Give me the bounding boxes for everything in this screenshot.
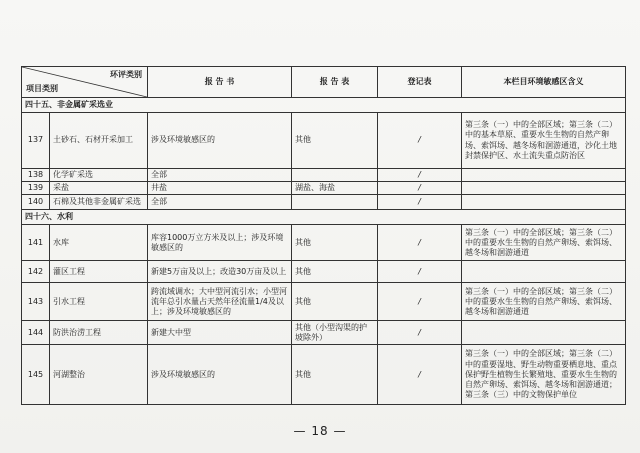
register-cell: / bbox=[378, 182, 462, 195]
report-table-header: 报 告 表 bbox=[292, 67, 378, 98]
sensitive-area-cell: 第三条（一）中的全部区域；第三条（二）中的重要湿地、野生动物重要栖息地、重点保护野生植物生长繁殖地、重要水生生物的自然产卵场、索饵场、越冬场和洄游通道；第三条（三）中的文物保护单位 bbox=[462, 345, 626, 405]
register-cell: / bbox=[378, 321, 462, 345]
row-number: 144 bbox=[22, 321, 50, 345]
register-cell: / bbox=[378, 225, 462, 261]
sensitive-area-header: 本栏目环境敏感区含义 bbox=[462, 67, 626, 98]
row-number: 143 bbox=[22, 283, 50, 321]
table-row bbox=[22, 261, 626, 283]
report-book-cell: 新建大中型 bbox=[148, 321, 292, 345]
page-number: — 18 — bbox=[293, 424, 347, 438]
section-row bbox=[22, 210, 626, 225]
table-row bbox=[22, 225, 626, 261]
sensitive-area-cell bbox=[462, 169, 626, 182]
row-number: 138 bbox=[22, 169, 50, 182]
report-book-header: 报 告 书 bbox=[148, 67, 292, 98]
project-category: 河湖整治 bbox=[50, 345, 148, 405]
row-number: 142 bbox=[22, 261, 50, 283]
report-book-cell: 井盐 bbox=[148, 182, 292, 195]
row-number: 141 bbox=[22, 225, 50, 261]
register-cell: / bbox=[378, 113, 462, 169]
register-cell: / bbox=[378, 195, 462, 210]
diagonal-header-cell bbox=[22, 67, 148, 98]
project-category: 采盐 bbox=[50, 182, 148, 195]
report-table-cell: 其他 bbox=[292, 283, 378, 321]
row-number: 137 bbox=[22, 113, 50, 169]
sensitive-area-cell: 第三条（一）中的全部区域；第三条（二）中的基本草原、重要水生生物的自然产卵场、索饵场、越冬场和洄游通道，沙化土地封禁保护区、水土流失重点防治区 bbox=[462, 113, 626, 169]
project-category: 化学矿采选 bbox=[50, 169, 148, 182]
project-category: 水库 bbox=[50, 225, 148, 261]
sensitive-area-cell bbox=[462, 182, 626, 195]
report-table-cell bbox=[292, 195, 378, 210]
report-table-cell: 其他 bbox=[292, 261, 378, 283]
project-category: 石棉及其他非金属矿采选 bbox=[50, 195, 148, 210]
report-table-cell: 其他 bbox=[292, 113, 378, 169]
register-header: 登记表 bbox=[378, 67, 462, 98]
sensitive-area-cell bbox=[462, 261, 626, 283]
project-category: 灌区工程 bbox=[50, 261, 148, 283]
eia-category-table bbox=[21, 66, 626, 405]
sensitive-area-cell: 第三条（一）中的全部区域；第三条（二）中的重要水生生物的自然产卵场、索饵场、越冬场和洄游通道 bbox=[462, 283, 626, 321]
sensitive-area-cell bbox=[462, 321, 626, 345]
sensitive-area-cell: 第三条（一）中的全部区域；第三条（二）中的重要水生生物的自然产卵场、索饵场、越冬场和洄游通道 bbox=[462, 225, 626, 261]
sensitive-area-cell bbox=[462, 195, 626, 210]
item-label: 项目类别 bbox=[26, 83, 58, 93]
table-row bbox=[22, 113, 626, 169]
table-row bbox=[22, 321, 626, 345]
row-number: 145 bbox=[22, 345, 50, 405]
report-book-cell: 涉及环境敏感区的 bbox=[148, 113, 292, 169]
report-table-cell: 其他（小型沟渠的护坡除外） bbox=[292, 321, 378, 345]
report-book-cell: 全部 bbox=[148, 169, 292, 182]
table-row bbox=[22, 195, 626, 210]
report-book-cell: 库容1000万立方米及以上；涉及环境敏感区的 bbox=[148, 225, 292, 261]
report-table-cell: 其他 bbox=[292, 345, 378, 405]
project-category: 土砂石、石材开采加工 bbox=[50, 113, 148, 169]
register-cell: / bbox=[378, 261, 462, 283]
register-cell: / bbox=[378, 283, 462, 321]
report-table-cell: 其他 bbox=[292, 225, 378, 261]
report-book-cell: 跨流域调水；大中型河流引水；小型河流年总引水量占天然年径流量1/4及以上；涉及环境敏感区的 bbox=[148, 283, 292, 321]
table-row bbox=[22, 345, 626, 405]
section-title: 四十六、水利 bbox=[22, 210, 626, 225]
report-table-cell bbox=[292, 169, 378, 182]
report-book-cell: 新建5万亩及以上；改造30万亩及以上 bbox=[148, 261, 292, 283]
register-cell: / bbox=[378, 169, 462, 182]
table-row bbox=[22, 283, 626, 321]
table-header-row bbox=[22, 67, 626, 98]
table-row bbox=[22, 182, 626, 195]
row-number: 140 bbox=[22, 195, 50, 210]
table-row bbox=[22, 169, 626, 182]
project-category: 引水工程 bbox=[50, 283, 148, 321]
report-book-cell: 全部 bbox=[148, 195, 292, 210]
row-number: 139 bbox=[22, 182, 50, 195]
report-table-cell: 湖盐、海盐 bbox=[292, 182, 378, 195]
category-label: 环评类别 bbox=[110, 70, 142, 79]
project-category: 防洪治涝工程 bbox=[50, 321, 148, 345]
section-title: 四十五、非金属矿采选业 bbox=[22, 98, 626, 113]
report-book-cell: 涉及环境敏感区的 bbox=[148, 345, 292, 405]
register-cell: / bbox=[378, 345, 462, 405]
section-row bbox=[22, 98, 626, 113]
